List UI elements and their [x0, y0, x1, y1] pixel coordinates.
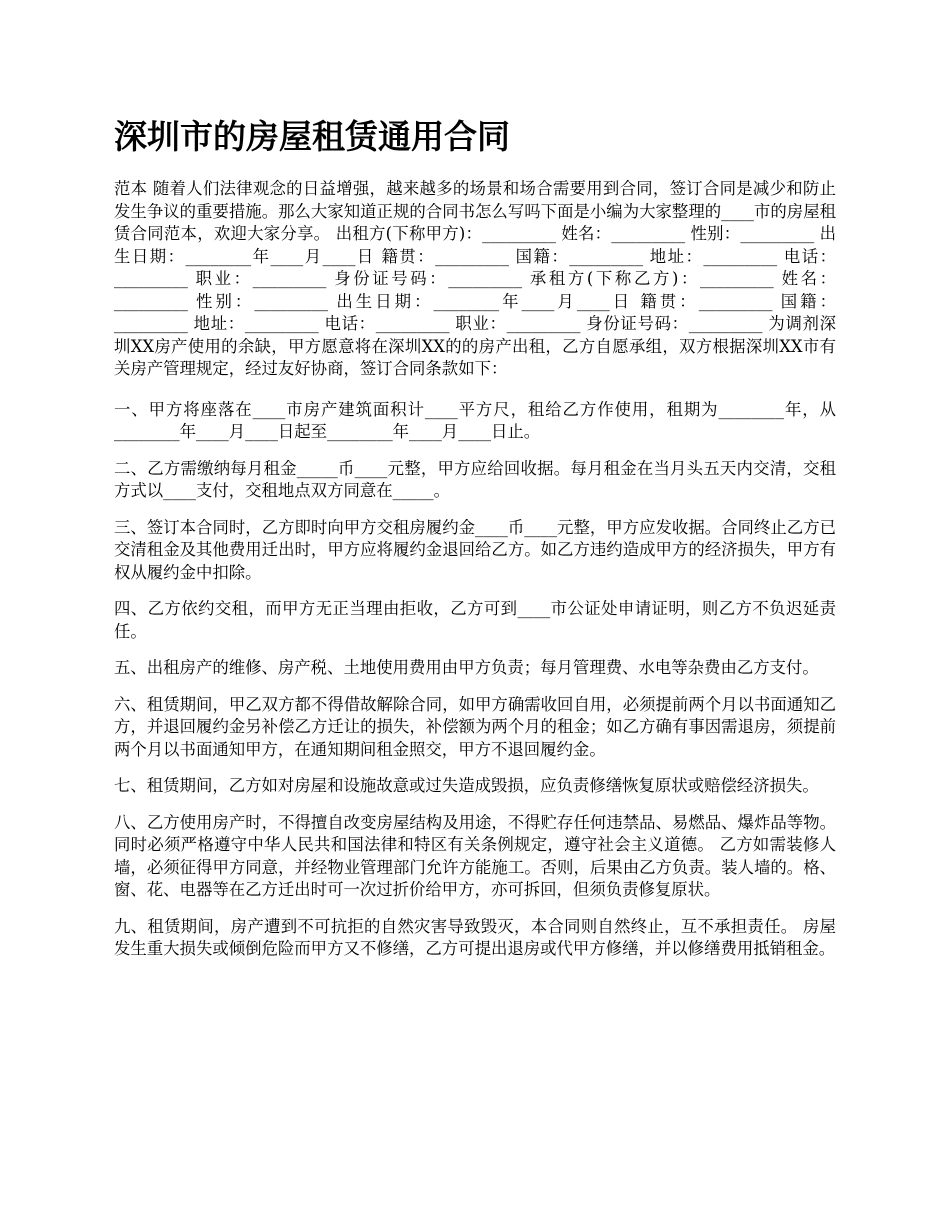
clause-7: 七、租赁期间，乙方如对房屋和设施故意或过失造成毁损，应负责修缮恢复原状或赔偿经济损失。 — [114, 776, 819, 795]
document-title: 深圳市的房屋租赁通用合同 — [114, 117, 510, 156]
document-body — [114, 178, 836, 975]
clause-8: 八、乙方使用房产时，不得擅自改变房屋结构及用途，不得贮存任何违禁品、易燃品、爆炸品等物。同时必须严格遵守中华人民共和国法律和特区有关条例规定，遵守社会主义道德。 乙方如需装修人墙，必须征得甲方同意，并经物业管理部门允许方能施工。否则，后果由乙方负责。装人墙的。格、窗、花、电器等在乙方迁出时可一次过折价给甲方，亦可拆回，但须负责修复原状。 — [114, 812, 836, 899]
clause-9: 九、租赁期间，房产遭到不可抗拒的自然灾害导致毁灭，本合同则自然终止，互不承担责任。 房屋发生重大损失或倾倒危险而甲方又不修缮，乙方可提出退房或代甲方修缮，并以修缮费用抵销租金。 — [114, 916, 836, 958]
intro-paragraph: 范本 随着人们法律观念的日益增强，越来越多的场景和场合需要用到合同，签订合同是减少和防止发生争议的重要措施。那么大家知道正规的合同书怎么写吗下面是小编为大家整理的____市的房屋租赁合同范本，欢迎大家分享。 出租方(下称甲方)：_________ 姓名：_________ 性别：_________ 出生日期：________年____月____日 籍贯：_________ 国籍：_________ 地址：_________ 电话：_________ 职业：_________ 身份证号码：_________ 承租方(下称乙方)：_________ 姓名：_________ 性别：_________ 出生日期：________年____月____日 籍贯：_________ 国籍：_________ 地址：_________ 电话：_________ 职业：_________ 身份证号码：_________ 为调剂深圳XX房产使用的余缺，甲方愿意将在深圳XX的的房产出租，乙方自愿承组，双方根据深圳XX市有关房产管理规定，经过友好协商，签订合同条款如下： — [114, 179, 836, 378]
clause-3: 三、签订本合同时，乙方即时向甲方交租房履约金____币____元整，甲方应发收据。合同终止乙方已交清租金及其他费用迁出时，甲方应将履约金退回给乙方。如乙方违约造成甲方的经济损失，甲方有权从履约金中扣除。 — [114, 517, 836, 582]
clause-2: 二、乙方需缴纳每月租金_____币____元整，甲方应给回收据。每月租金在当月头五天内交清，交租方式以____支付，交租地点双方同意在_____。 — [114, 458, 836, 500]
clause-5: 五、出租房产的维修、房产税、土地使用费用由甲方负责；每月管理费、水电等杂费由乙方支付。 — [114, 658, 819, 677]
clause-1: 一、甲方将座落在____市房产建筑面积计____平方尺，租给乙方作使用，租期为________年，从________年____月____日起至________年____月____日止。 — [114, 399, 836, 441]
clause-4: 四、乙方依约交租，而甲方无正当理由拒收，乙方可到____市公证处申请证明，则乙方不负迟延责任。 — [114, 599, 836, 641]
clause-6: 六、租赁期间，甲乙双方都不得借故解除合同，如甲方确需收回自用，必须提前两个月以书面通知乙方，并退回履约金另补偿乙方迁让的损失，补偿额为两个月的租金；如乙方确有事因需退房，须提前两个月以书面通知甲方，在通知期间租金照交，甲方不退回履约金。 — [114, 694, 836, 759]
